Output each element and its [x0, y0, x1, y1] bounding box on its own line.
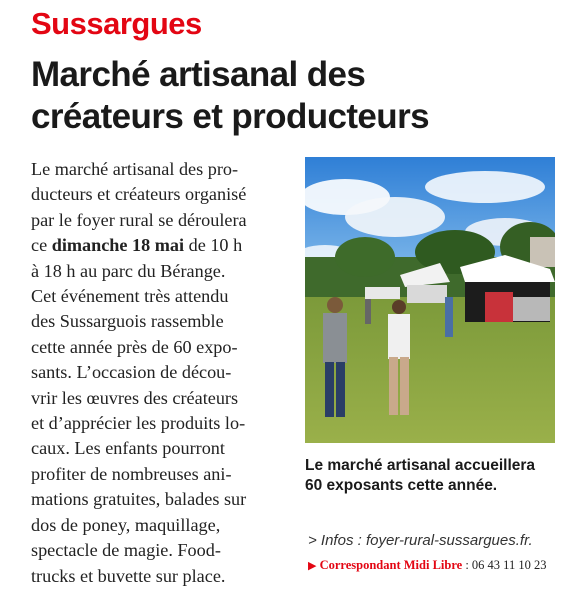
body-text-segment: ce [31, 235, 52, 256]
body-line [31, 538, 284, 563]
body-line [31, 436, 284, 461]
body-line [31, 513, 284, 538]
body-text-segment: par le foyer rural se déroulera [31, 209, 247, 230]
town-name: Sussargues [31, 6, 202, 41]
photo-caption [305, 456, 565, 496]
body-text-segment: spectacle de magie. Food- [31, 540, 221, 561]
body-line [31, 284, 284, 309]
market-photo [305, 157, 555, 443]
body-text-segment: vrir les œuvres des créateurs [31, 387, 239, 408]
body-text-segment: Le marché artisanal des pro- [31, 159, 239, 179]
caption-line: 60 exposants cette année. [305, 477, 498, 494]
body-line [31, 157, 284, 182]
body-line [31, 182, 284, 207]
play-arrow-icon: ▶ [308, 560, 317, 572]
body-line [31, 411, 284, 436]
body-text-segment: caux. Les enfants pourront [31, 438, 225, 459]
body-line [31, 360, 284, 385]
body-line [31, 208, 284, 233]
body-line [31, 386, 284, 411]
body-text-segment: dos de poney, maquillage, [31, 514, 221, 535]
body-line [31, 259, 284, 284]
body-text-segment: à 18 h au parc du Bérange. [31, 260, 226, 281]
body-text-segment: mations gratuites, balades sur [31, 489, 247, 510]
body-text-segment: profiter de nombreuses ani- [31, 463, 232, 484]
body-text-segment: cette année près de 60 expo- [31, 336, 238, 357]
correspondent-phone: : 06 43 11 10 23 [462, 558, 547, 572]
article-headline [31, 54, 571, 138]
body-text-segment: trucks et buvette sur place. [31, 565, 226, 586]
body-line [31, 462, 284, 487]
body-line [31, 233, 284, 258]
caption-line: Le marché artisanal accueillera [305, 457, 536, 474]
body-text-segment: des Sussarguois rassemble [31, 311, 224, 332]
correspondent-role: Correspondant Midi Libre [319, 558, 463, 572]
body-line [31, 564, 284, 589]
correspondent-credit [308, 558, 546, 573]
article-body [31, 157, 284, 589]
body-text-segment: Cet événement très attendu [31, 286, 229, 307]
body-text-segment: de 10 h [184, 235, 243, 256]
body-text-bold: dimanche 18 mai [51, 235, 185, 256]
headline-line: créateurs et producteurs [31, 97, 429, 136]
body-text-segment: sants. L’occasion de décou- [31, 362, 232, 383]
body-line [31, 487, 284, 512]
infos-link[interactable]: > Infos : foyer-rural-sussargues.fr. [308, 532, 533, 549]
headline-line: Marché artisanal des [31, 55, 366, 94]
photo-illustration [305, 157, 555, 443]
body-line [31, 335, 284, 360]
body-line [31, 309, 284, 334]
body-text-segment: ducteurs et créateurs organisé [31, 184, 247, 205]
body-text-segment: et d’apprécier les produits lo- [31, 413, 246, 434]
